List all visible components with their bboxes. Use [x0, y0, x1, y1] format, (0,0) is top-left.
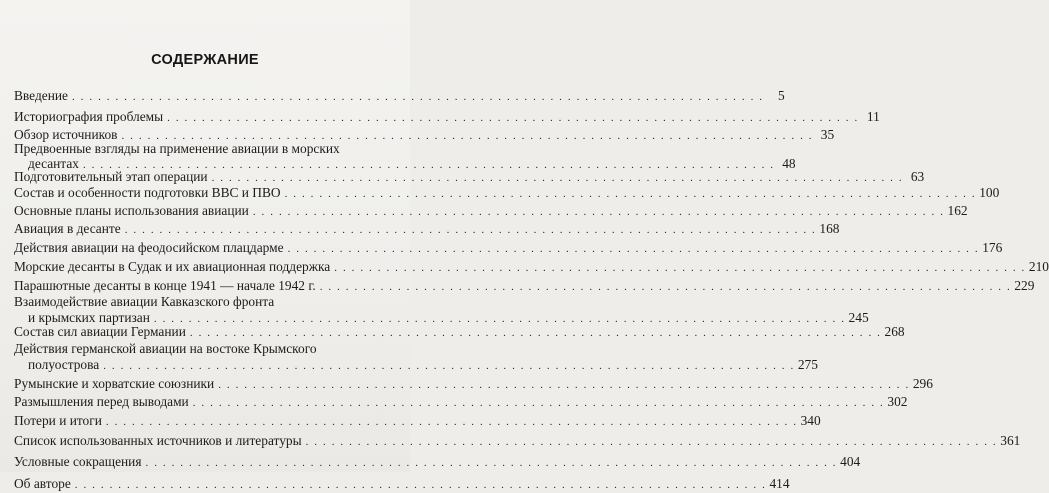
toc-entry-line — [14, 221, 840, 237]
toc-entry-line — [14, 259, 1049, 275]
dot-leader: . . . . . . . . . . . . . . . . . . . . . . . . . . . . . . . . . . . . . . . . . . . . . . . . . . . . . . . . . . . . . . . . . . . . . . . . . . . . . . . . — [153, 313, 846, 325]
toc-entry-line — [14, 240, 1003, 256]
toc-entry-line — [14, 357, 818, 373]
toc-entry — [14, 169, 925, 186]
toc-entry-title: Авиация в десанте — [14, 221, 121, 236]
toc-entry-line — [14, 109, 880, 125]
toc-entry — [14, 433, 1021, 450]
toc-entry-title: Историография проблемы — [14, 109, 164, 124]
toc-entry — [14, 394, 908, 411]
dot-leader: . . . . . . . . . . . . . . . . . . . . . . . . . . . . . . . . . . . . . . . . . . . . . . . . . . . . . . . . . . . . . . . . . . . . . . . . . . . . . . . . — [124, 224, 817, 236]
dot-leader: . . . . . . . . . . . . . . . . . . . . . . . . . . . . . . . . . . . . . . . . . . . . . . . . . . . . . . . . . . . . . . . . . . . . . . . . . . . . . . . . — [284, 188, 977, 200]
toc-entry-title: Обзор источников — [14, 127, 118, 142]
toc-entry-title: Подготовительный этап операции — [14, 169, 208, 184]
toc-entry-title: Взаимодействие авиации Кавказского фронта — [14, 294, 275, 309]
toc-page-number: 296 — [912, 376, 933, 391]
dot-leader: . . . . . . . . . . . . . . . . . . . . . . . . . . . . . . . . . . . . . . . . . . . . . . . . . . . . . . . . . . . . . . . . . . . . . . . . . . . . . . . . — [319, 281, 1012, 293]
toc-entry — [14, 221, 840, 238]
dot-leader: . . . . . . . . . . . . . . . . . . . . . . . . . . . . . . . . . . . . . . . . . . . . . . . . . . . . . . . . . . . . . . . . . . . . . . . . . . . . . . . . — [334, 262, 1026, 274]
toc-page-number: 361 — [1000, 433, 1021, 448]
toc-entry-title: Введение — [14, 88, 68, 103]
toc-entry — [14, 376, 933, 393]
dot-leader: . . . . . . . . . . . . . . . . . . . . . . . . . . . . . . . . . . . . . . . . . . . . . . . . . . . . . . . . . . . . . . . . . . . . . . . . . . . . . . . . — [71, 91, 764, 103]
toc-page-number: 48 — [782, 156, 796, 171]
toc-page-number: 35 — [820, 127, 835, 142]
toc-entry-title: Парашютные десанты в конце 1941 — начале 1942 г. — [14, 278, 316, 293]
toc-entry-line — [14, 324, 905, 340]
toc-page-number: 275 — [797, 357, 818, 372]
toc-entry-title: Условные сокращения — [14, 454, 142, 469]
toc-entry — [14, 109, 880, 126]
contents-heading: СОДЕРЖАНИЕ — [151, 52, 259, 68]
dot-leader: . . . . . . . . . . . . . . . . . . . . . . . . . . . . . . . . . . . . . . . . . . . . . . . . . . . . . . . . . . . . . . . . . . . . . . . . . . . . . . . . — [74, 479, 767, 491]
dot-leader: . . . . . . . . . . . . . . . . . . . . . . . . . . . . . . . . . . . . . . . . . . . . . . . . . . . . . . . . . . . . . . . . . . . . . . . . . . . . . . . . — [211, 172, 904, 184]
dot-leader: . . . . . . . . . . . . . . . . . . . . . . . . . . . . . . . . . . . . . . . . . . . . . . . . . . . . . . . . . . . . . . . . . . . . . . . . . . . . . . . . — [305, 436, 998, 448]
dot-leader: . . . . . . . . . . . . . . . . . . . . . . . . . . . . . . . . . . . . . . . . . . . . . . . . . . . . . . . . . . . . . . . . . . . . . . . . . . . . . . . . — [189, 327, 882, 339]
dot-leader: . . . . . . . . . . . . . . . . . . . . . . . . . . . . . . . . . . . . . . . . . . . . . . . . . . . . . . . . . . . . . . . . . . . . . . . . . . . . . . . . — [218, 379, 910, 391]
toc-entry-line — [14, 278, 1035, 294]
toc-page-number: 176 — [982, 240, 1003, 255]
toc-entry-title: Действия германской авиации на востоке Крымского — [14, 341, 317, 356]
toc-page-number: 168 — [819, 221, 840, 236]
toc-entry-title: Об авторе — [14, 476, 71, 491]
toc-entry — [14, 341, 390, 357]
toc-page-number: 268 — [884, 324, 905, 339]
dot-leader: . . . . . . . . . . . . . . . . . . . . . . . . . . . . . . . . . . . . . . . . . . . . . . . . . . . . . . . . . . . . . . . . . . . . . . . . . . . . . . . . — [287, 243, 980, 255]
toc-entry-line — [14, 413, 821, 429]
toc-entry-line — [14, 454, 861, 470]
dot-leader: . . . . . . . . . . . . . . . . . . . . . . . . . . . . . . . . . . . . . . . . . . . . . . . . . . . . . . . . . . . . . . . . . . . . . . . . . . . . . . . . — [82, 159, 775, 171]
toc-page-number: 210 — [1028, 259, 1049, 274]
toc-entry-title: Состав сил авиации Германии — [14, 324, 186, 339]
dot-leader: . . . . . . . . . . . . . . . . . . . . . . . . . . . . . . . . . . . . . . . . . . . . . . . . . . . . . . . . . . . . . . . . . . . . . . . . . . . . . . . . — [192, 397, 885, 409]
toc-entry-title: Морские десанты в Судак и их авиационная поддержка — [14, 259, 331, 274]
toc-page-number: 11 — [866, 109, 880, 124]
toc-page-number: 340 — [800, 413, 821, 428]
toc-entry-line — [14, 294, 390, 310]
toc-page-number: 63 — [910, 169, 925, 184]
toc-entry-title: полуострова — [28, 357, 100, 372]
toc-entry-title: Потери и итоги — [14, 413, 102, 428]
toc-entry-line — [14, 341, 390, 357]
dot-leader: . . . . . . . . . . . . . . . . . . . . . . . . . . . . . . . . . . . . . . . . . . . . . . . . . . . . . . . . . . . . . . . . . . . . . . . . . . . . . . . . — [145, 457, 838, 469]
toc-entry — [14, 88, 785, 105]
toc-entry-line — [14, 169, 925, 185]
toc-entry-line — [14, 88, 785, 104]
toc-page-number: 245 — [848, 310, 869, 325]
toc-entry — [14, 324, 905, 341]
toc-page-number: 100 — [979, 185, 1000, 200]
toc-entry-title: и крымских партизан — [28, 310, 150, 325]
toc-entry — [14, 454, 861, 471]
toc-entry-title: Действия авиации на феодосийском плацдарме — [14, 240, 284, 255]
toc-entry-title: Размышления перед выводами — [14, 394, 189, 409]
toc-entry — [14, 278, 1035, 295]
toc-entry-line — [14, 203, 968, 219]
toc-entry — [14, 203, 968, 220]
toc-entry — [14, 476, 790, 493]
dot-leader: . . . . . . . . . . . . . . . . . . . . . . . . . . . . . . . . . . . . . . . . . . . . . . . . . . . . . . . . . . . . . . . . . . . . . . . . . . . . . . . . — [167, 112, 859, 124]
toc-entry — [14, 294, 390, 310]
toc-entry-title: Предвоенные взгляды на применение авиации в морских — [14, 141, 340, 156]
dot-leader: . . . . . . . . . . . . . . . . . . . . . . . . . . . . . . . . . . . . . . . . . . . . . . . . . . . . . . . . . . . . . . . . . . . . . . . . . . . . . . . . — [121, 130, 814, 142]
dot-leader: . . . . . . . . . . . . . . . . . . . . . . . . . . . . . . . . . . . . . . . . . . . . . . . . . . . . . . . . . . . . . . . . . . . . . . . . . . . . . . . . — [105, 416, 798, 428]
dot-leader: . . . . . . . . . . . . . . . . . . . . . . . . . . . . . . . . . . . . . . . . . . . . . . . . . . . . . . . . . . . . . . . . . . . . . . . . . . . . . . . . — [103, 360, 795, 372]
toc-page-number: 414 — [769, 476, 790, 491]
toc-entry — [14, 413, 821, 430]
toc-entry-title: Состав и особенности подготовки ВВС и ПВО — [14, 185, 281, 200]
toc-entry — [28, 357, 818, 374]
toc-page-number: 5 — [777, 88, 785, 103]
toc-page-number: 229 — [1014, 278, 1035, 293]
toc-entry-line — [14, 433, 1021, 449]
toc-entry-title: Румынские и хорватские союзники — [14, 376, 215, 391]
toc-page-number: 404 — [840, 454, 861, 469]
toc-entry-line — [14, 476, 790, 492]
toc-page-number: 162 — [947, 203, 968, 218]
toc-entry — [14, 185, 1000, 202]
toc-entry-line — [14, 376, 933, 392]
toc-entry-line — [14, 141, 390, 157]
toc-entry — [14, 141, 390, 157]
toc-entry — [14, 259, 1049, 276]
dot-leader: . . . . . . . . . . . . . . . . . . . . . . . . . . . . . . . . . . . . . . . . . . . . . . . . . . . . . . . . . . . . . . . . . . . . . . . . . . . . . . . . — [252, 206, 945, 218]
toc-entry-title: Основные планы использования авиации — [14, 203, 249, 218]
toc-entry-title: Список использованных источников и литературы — [14, 433, 302, 448]
toc-page-number: 302 — [887, 394, 908, 409]
toc-entry-line — [14, 185, 1000, 201]
toc-entry-line — [14, 394, 908, 410]
toc-entry-title: десантах — [28, 156, 79, 171]
toc-entry — [14, 240, 1003, 257]
